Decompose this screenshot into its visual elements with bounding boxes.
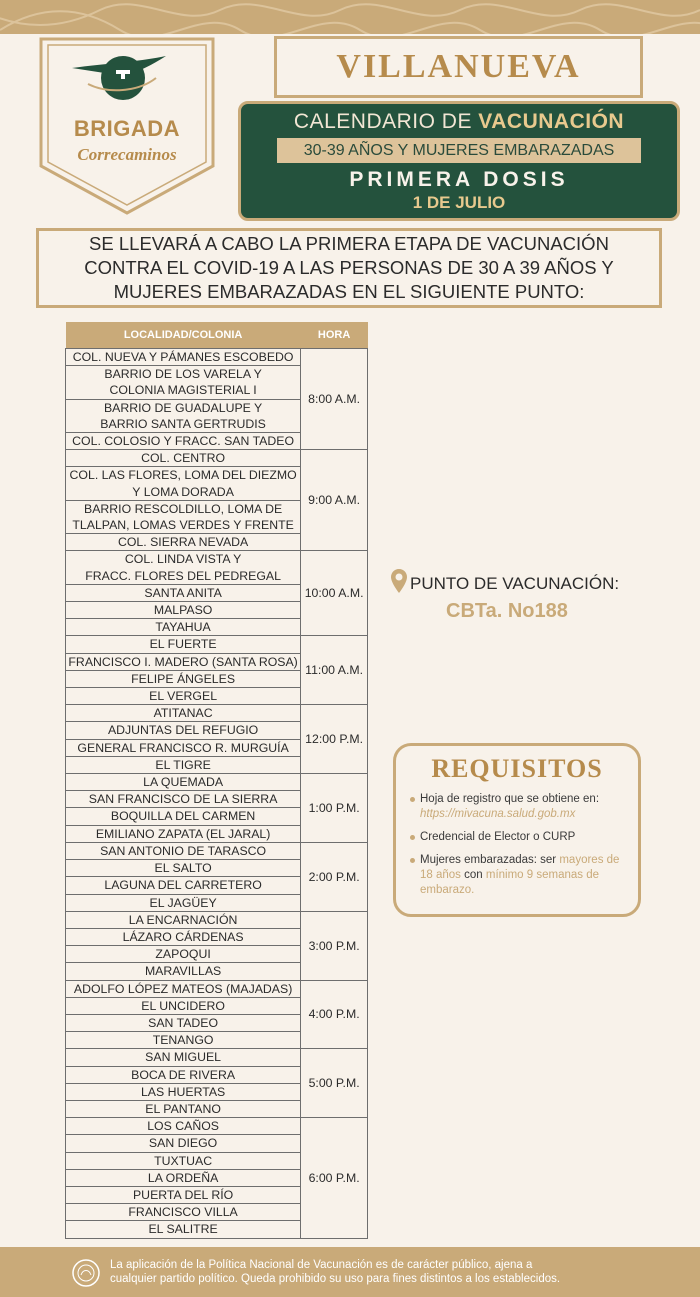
locality-cell: COL. CENTRO: [66, 450, 301, 467]
locality-cell: COL. LINDA VISTA Y FRACC. FLORES DEL PEDREGAL: [66, 551, 301, 584]
locality-cell: LA QUEMADA: [66, 774, 301, 791]
intro-box: [36, 228, 662, 308]
time-cell: 12:00 P.M.: [301, 705, 368, 774]
locality-cell: BARRIO DE GUADALUPE Y BARRIO SANTA GERTRUDIS: [66, 399, 301, 432]
registration-link[interactable]: https://mivacuna.salud.gob.mx: [420, 808, 576, 820]
locality-cell: LA ENCARNACIÓN: [66, 911, 301, 928]
calendar-bold: VACUNACIÓN: [478, 110, 625, 133]
locality-cell: BOCA DE RIVERA: [66, 1066, 301, 1083]
locality-cell: LA ORDEÑA: [66, 1169, 301, 1186]
locality-cell: TAYAHUA: [66, 619, 301, 636]
date-label: 1 DE JULIO: [412, 193, 506, 212]
municipality-title-box: [274, 36, 643, 98]
bullet-icon: [410, 858, 415, 863]
brand-line1: BRIGADA: [73, 116, 181, 141]
table-row: [66, 842, 368, 859]
locality-cell: PUERTA DEL RÍO: [66, 1186, 301, 1203]
requirement-item: [410, 830, 632, 845]
ornament-pattern: [0, 0, 700, 34]
locality-cell: BOQUILLA DEL CARMEN: [66, 808, 301, 825]
time-cell: 4:00 P.M.: [301, 980, 368, 1049]
schedule-table: [65, 322, 368, 1239]
requirement-text: Credencial de Elector o CURP: [420, 831, 576, 843]
intro-line: SE LLEVARÁ A CABO LA PRIMERA ETAPA DE VACUNACIÓN: [89, 233, 609, 254]
location-label: PUNTO DE VACUNACIÓN:: [410, 574, 620, 593]
footer-text: [110, 1258, 690, 1286]
table-row: [66, 1049, 368, 1066]
locality-cell: GENERAL FRANCISCO R. MURGUÍA: [66, 739, 301, 756]
locality-cell: COL. LAS FLORES, LOMA DEL DIEZMO Y LOMA DORADA: [66, 467, 301, 500]
table-row: [66, 774, 368, 791]
intro-line: CONTRA EL COVID-19 A LAS PERSONAS DE 30 A 39 AÑOS Y: [84, 257, 614, 278]
locality-cell: EL SALITRE: [66, 1221, 301, 1238]
locality-cell: EL VERGEL: [66, 688, 301, 705]
time-cell: 10:00 A.M.: [301, 551, 368, 636]
locality-cell: SAN FRANCISCO DE LA SIERRA: [66, 791, 301, 808]
locality-cell: FELIPE ÁNGELES: [66, 670, 301, 687]
locality-cell: MALPASO: [66, 602, 301, 619]
bullet-icon: [410, 797, 415, 802]
locality-cell: EL JAGÜEY: [66, 894, 301, 911]
footer-line: La aplicación de la Política Nacional de Vacunación es de carácter público, ajena a: [110, 1259, 533, 1271]
table-row: [66, 911, 368, 928]
time-cell: 6:00 P.M.: [301, 1118, 368, 1238]
locality-cell: TUXTUAC: [66, 1152, 301, 1169]
table-row: [66, 636, 368, 653]
locality-cell: BARRIO RESCOLDILLO, LOMA DE TLALPAN, LOMAS VERDES Y FRENTE: [66, 500, 301, 533]
time-cell: 5:00 P.M.: [301, 1049, 368, 1118]
municipality-title: VILLANUEVA: [336, 48, 581, 85]
locality-cell: TENANGO: [66, 1032, 301, 1049]
calendar-banner: [238, 101, 680, 221]
locality-cell: MARAVILLAS: [66, 963, 301, 980]
locality-cell: SAN MIGUEL: [66, 1049, 301, 1066]
locality-cell: ZAPOQUI: [66, 946, 301, 963]
locality-cell: EL UNCIDERO: [66, 997, 301, 1014]
group-strip: 30-39 AÑOS Y MUJERES EMBARAZADAS: [277, 138, 641, 163]
header-localidad: LOCALIDAD/COLONIA: [66, 322, 301, 349]
requirement-item: [410, 853, 632, 898]
locality-cell: FRANCISCO I. MADERO (SANTA ROSA): [66, 653, 301, 670]
bullet-icon: [410, 835, 415, 840]
table-row: [66, 705, 368, 722]
top-decorative-band: [0, 0, 700, 34]
calendar-title: [241, 110, 677, 134]
header-hora: HORA: [301, 322, 368, 349]
requirement-text: Hoja de registro que se obtiene en:: [420, 793, 600, 805]
locality-cell: SAN ANTONIO DE TARASCO: [66, 842, 301, 859]
table-row: [66, 349, 368, 366]
locality-cell: FRANCISCO VILLA: [66, 1204, 301, 1221]
locality-cell: ATITANAC: [66, 705, 301, 722]
intro-line: MUJERES EMBARAZADAS EN EL SIGUIENTE PUNTO:: [113, 281, 585, 302]
locality-cell: ADJUNTAS DEL REFUGIO: [66, 722, 301, 739]
time-cell: 11:00 A.M.: [301, 636, 368, 705]
location-pin-icon: [390, 568, 408, 594]
calendar-prefix: CALENDARIO DE: [293, 110, 479, 133]
locality-cell: COL. NUEVA Y PÁMANES ESCOBEDO: [66, 349, 301, 366]
locality-cell: EL PANTANO: [66, 1100, 301, 1117]
time-cell: 3:00 P.M.: [301, 911, 368, 980]
requirements-title: REQUISITOS: [431, 754, 603, 783]
locality-cell: BARRIO DE LOS VARELA Y COLONIA MAGISTERIAL I: [66, 366, 301, 399]
requirement-item: [410, 792, 632, 822]
requirement-text: Mujeres embarazadas: ser: [420, 854, 560, 866]
locality-cell: EL SALTO: [66, 860, 301, 877]
locality-cell: SAN DIEGO: [66, 1135, 301, 1152]
locality-cell: COL. COLOSIO Y FRACC. SAN TADEO: [66, 433, 301, 450]
time-cell: 8:00 A.M.: [301, 349, 368, 450]
locality-cell: LÁZARO CÁRDENAS: [66, 928, 301, 945]
requirements-list: [410, 792, 632, 906]
time-cell: 9:00 A.M.: [301, 450, 368, 551]
locality-cell: SANTA ANITA: [66, 584, 301, 601]
location-name: CBTa. No188: [446, 600, 568, 622]
requirements-box: [393, 743, 641, 917]
dose-label: PRIMERA DOSIS: [349, 168, 569, 191]
locality-cell: EMILIANO ZAPATA (EL JARAL): [66, 825, 301, 842]
footer: [0, 1247, 700, 1297]
locality-cell: SAN TADEO: [66, 1014, 301, 1031]
table-row: [66, 551, 368, 584]
table-row: [66, 450, 368, 467]
footer-line: cualquier partido político. Queda prohibido su uso para fines distintos a los establecidos.: [110, 1273, 561, 1285]
locality-cell: EL FUERTE: [66, 636, 301, 653]
locality-cell: LAS HUERTAS: [66, 1083, 301, 1100]
table-header-row: [66, 322, 368, 349]
locality-cell: LAGUNA DEL CARRETERO: [66, 877, 301, 894]
requirement-highlight: mayores de 18 años: [420, 854, 620, 881]
table-row: [66, 1118, 368, 1135]
requirement-highlight: mínimo 9 semanas de embarazo.: [420, 869, 600, 896]
government-seal-icon: [72, 1259, 100, 1287]
brand-line2: Correcaminos: [77, 145, 177, 164]
time-cell: 1:00 P.M.: [301, 774, 368, 843]
requirement-text: con: [460, 869, 486, 881]
time-cell: 2:00 P.M.: [301, 842, 368, 911]
locality-cell: EL TIGRE: [66, 756, 301, 773]
locality-cell: ADOLFO LÓPEZ MATEOS (MAJADAS): [66, 980, 301, 997]
table-row: [66, 980, 368, 997]
locality-cell: LOS CAÑOS: [66, 1118, 301, 1135]
locality-cell: COL. SIERRA NEVADA: [66, 534, 301, 551]
